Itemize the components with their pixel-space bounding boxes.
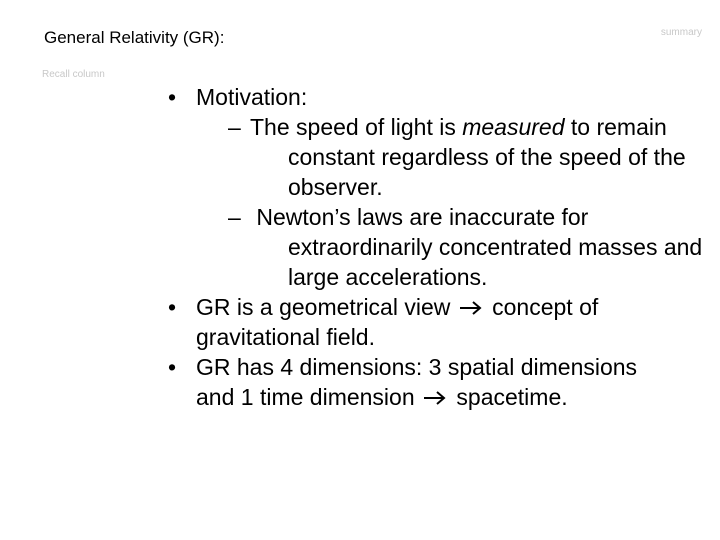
bullet-motivation xyxy=(168,82,708,112)
bullet-geometrical-view xyxy=(168,292,708,352)
subitem-line: extraordinarily concentrated masses and xyxy=(288,234,703,260)
subitem-line: observer. xyxy=(288,174,383,200)
subitem-line: constant regardless of the speed of the xyxy=(288,144,686,170)
notes-body xyxy=(168,82,708,412)
bullet-marker: • xyxy=(168,84,177,110)
dash-marker: – xyxy=(228,114,241,140)
text-run: to remain xyxy=(564,114,667,140)
emphasis-text: measured xyxy=(462,114,565,140)
subitem-line: Newton’s laws are inaccurate for xyxy=(250,204,589,230)
dash-marker: – xyxy=(228,204,241,230)
text-run: GR is a geometrical view xyxy=(196,294,451,320)
bullet-marker: • xyxy=(168,294,177,320)
page-title: General Relativity (GR): xyxy=(44,28,225,47)
recall-column-label: Recall column xyxy=(42,69,105,80)
right-arrow-icon xyxy=(459,300,483,316)
text-run: The speed of light is xyxy=(250,114,463,140)
bullet-dimensions xyxy=(168,352,708,412)
bullet-line xyxy=(196,292,708,322)
text-run: spacetime. xyxy=(456,384,568,410)
text-run: and 1 time dimension xyxy=(196,384,415,410)
bullet-line: GR has 4 dimensions: 3 spatial dimensions xyxy=(196,354,638,380)
bullet-line xyxy=(196,382,708,412)
right-arrow-icon xyxy=(423,390,447,406)
summary-label: summary xyxy=(660,27,702,38)
bullet-line: gravitational field. xyxy=(196,324,375,350)
subitem-line xyxy=(228,112,708,142)
bullet-marker: • xyxy=(168,354,177,380)
bullet-text: Motivation: xyxy=(196,84,308,110)
subitem-line: large accelerations. xyxy=(288,264,488,290)
subitem-speed-of-light xyxy=(168,112,708,202)
subitem-newton xyxy=(168,202,708,292)
text-run: concept of xyxy=(492,294,599,320)
